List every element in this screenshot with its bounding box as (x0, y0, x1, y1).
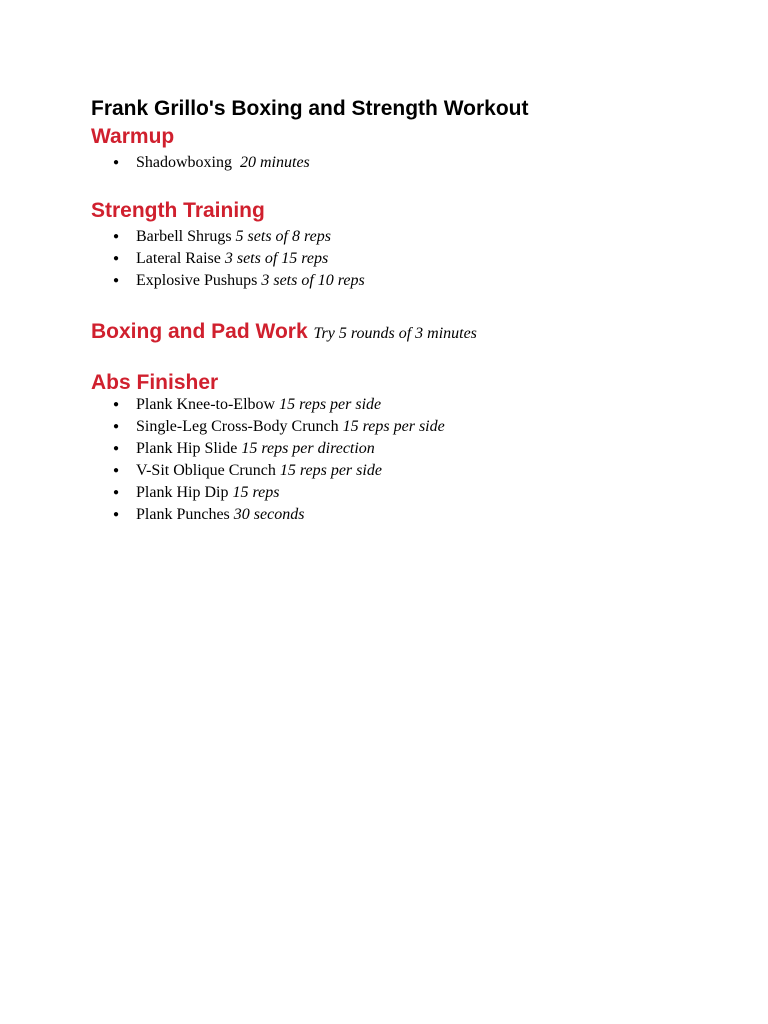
list-item (91, 394, 751, 416)
exercise-name: Plank Punches (136, 506, 230, 523)
bullet-icon: ● (113, 157, 120, 168)
section-heading-boxing-pad-work (91, 317, 751, 349)
exercise-name: Plank Knee-to-Elbow (136, 396, 276, 413)
strength-list (91, 226, 751, 292)
exercise-detail: 15 reps (232, 484, 280, 501)
exercise-detail: 3 sets of 10 reps (261, 272, 365, 289)
bullet-icon: ● (113, 421, 120, 432)
warmup-list (91, 152, 751, 174)
exercise-detail: 3 sets of 15 reps (224, 250, 329, 267)
list-item (91, 270, 751, 292)
exercise-name: Barbell Shrugs (136, 228, 232, 245)
bullet-icon: ● (113, 509, 120, 520)
bullet-icon: ● (113, 253, 120, 264)
abs-list (91, 394, 751, 526)
page-title: Frank Grillo's Boxing and Strength Workout (91, 97, 529, 120)
exercise-detail: 30 seconds (233, 506, 305, 523)
exercise-detail: 15 reps per side (342, 418, 445, 435)
exercise-name: Plank Hip Dip (136, 484, 229, 501)
bullet-icon: ● (113, 231, 120, 242)
bullet-icon: ● (113, 465, 120, 476)
exercise-name: Plank Hip Slide (136, 440, 238, 457)
bullet-icon: ● (113, 487, 120, 498)
exercise-name: Single-Leg Cross-Body Crunch (136, 418, 339, 435)
boxing-heading-label: Boxing and Pad Work (91, 320, 308, 343)
list-item (91, 460, 751, 482)
exercise-detail: 15 reps per side (279, 396, 382, 413)
list-item (91, 482, 751, 504)
list-item (91, 438, 751, 460)
section-heading-abs-finisher: Abs Finisher (91, 371, 219, 394)
list-item (91, 416, 751, 438)
exercise-name: Explosive Pushups (136, 272, 258, 289)
exercise-detail: 20 minutes (240, 154, 310, 171)
bullet-icon: ● (113, 275, 120, 286)
boxing-note: Try 5 rounds of 3 minutes (313, 325, 477, 342)
document-body (91, 94, 751, 526)
section-heading-warmup: Warmup (91, 125, 175, 148)
bullet-icon: ● (113, 399, 120, 410)
exercise-detail: 15 reps per direction (241, 440, 375, 457)
bullet-icon: ● (113, 443, 120, 454)
exercise-name: Lateral Raise (136, 250, 221, 267)
list-item (91, 152, 751, 174)
exercise-name: Shadowboxing (136, 154, 232, 171)
list-item (91, 248, 751, 270)
exercise-name: V-Sit Oblique Crunch (136, 462, 276, 479)
list-item (91, 226, 751, 248)
exercise-detail: 15 reps per side (279, 462, 382, 479)
section-heading-strength-training: Strength Training (91, 199, 265, 222)
exercise-detail: 5 sets of 8 reps (235, 228, 331, 245)
list-item (91, 504, 751, 526)
